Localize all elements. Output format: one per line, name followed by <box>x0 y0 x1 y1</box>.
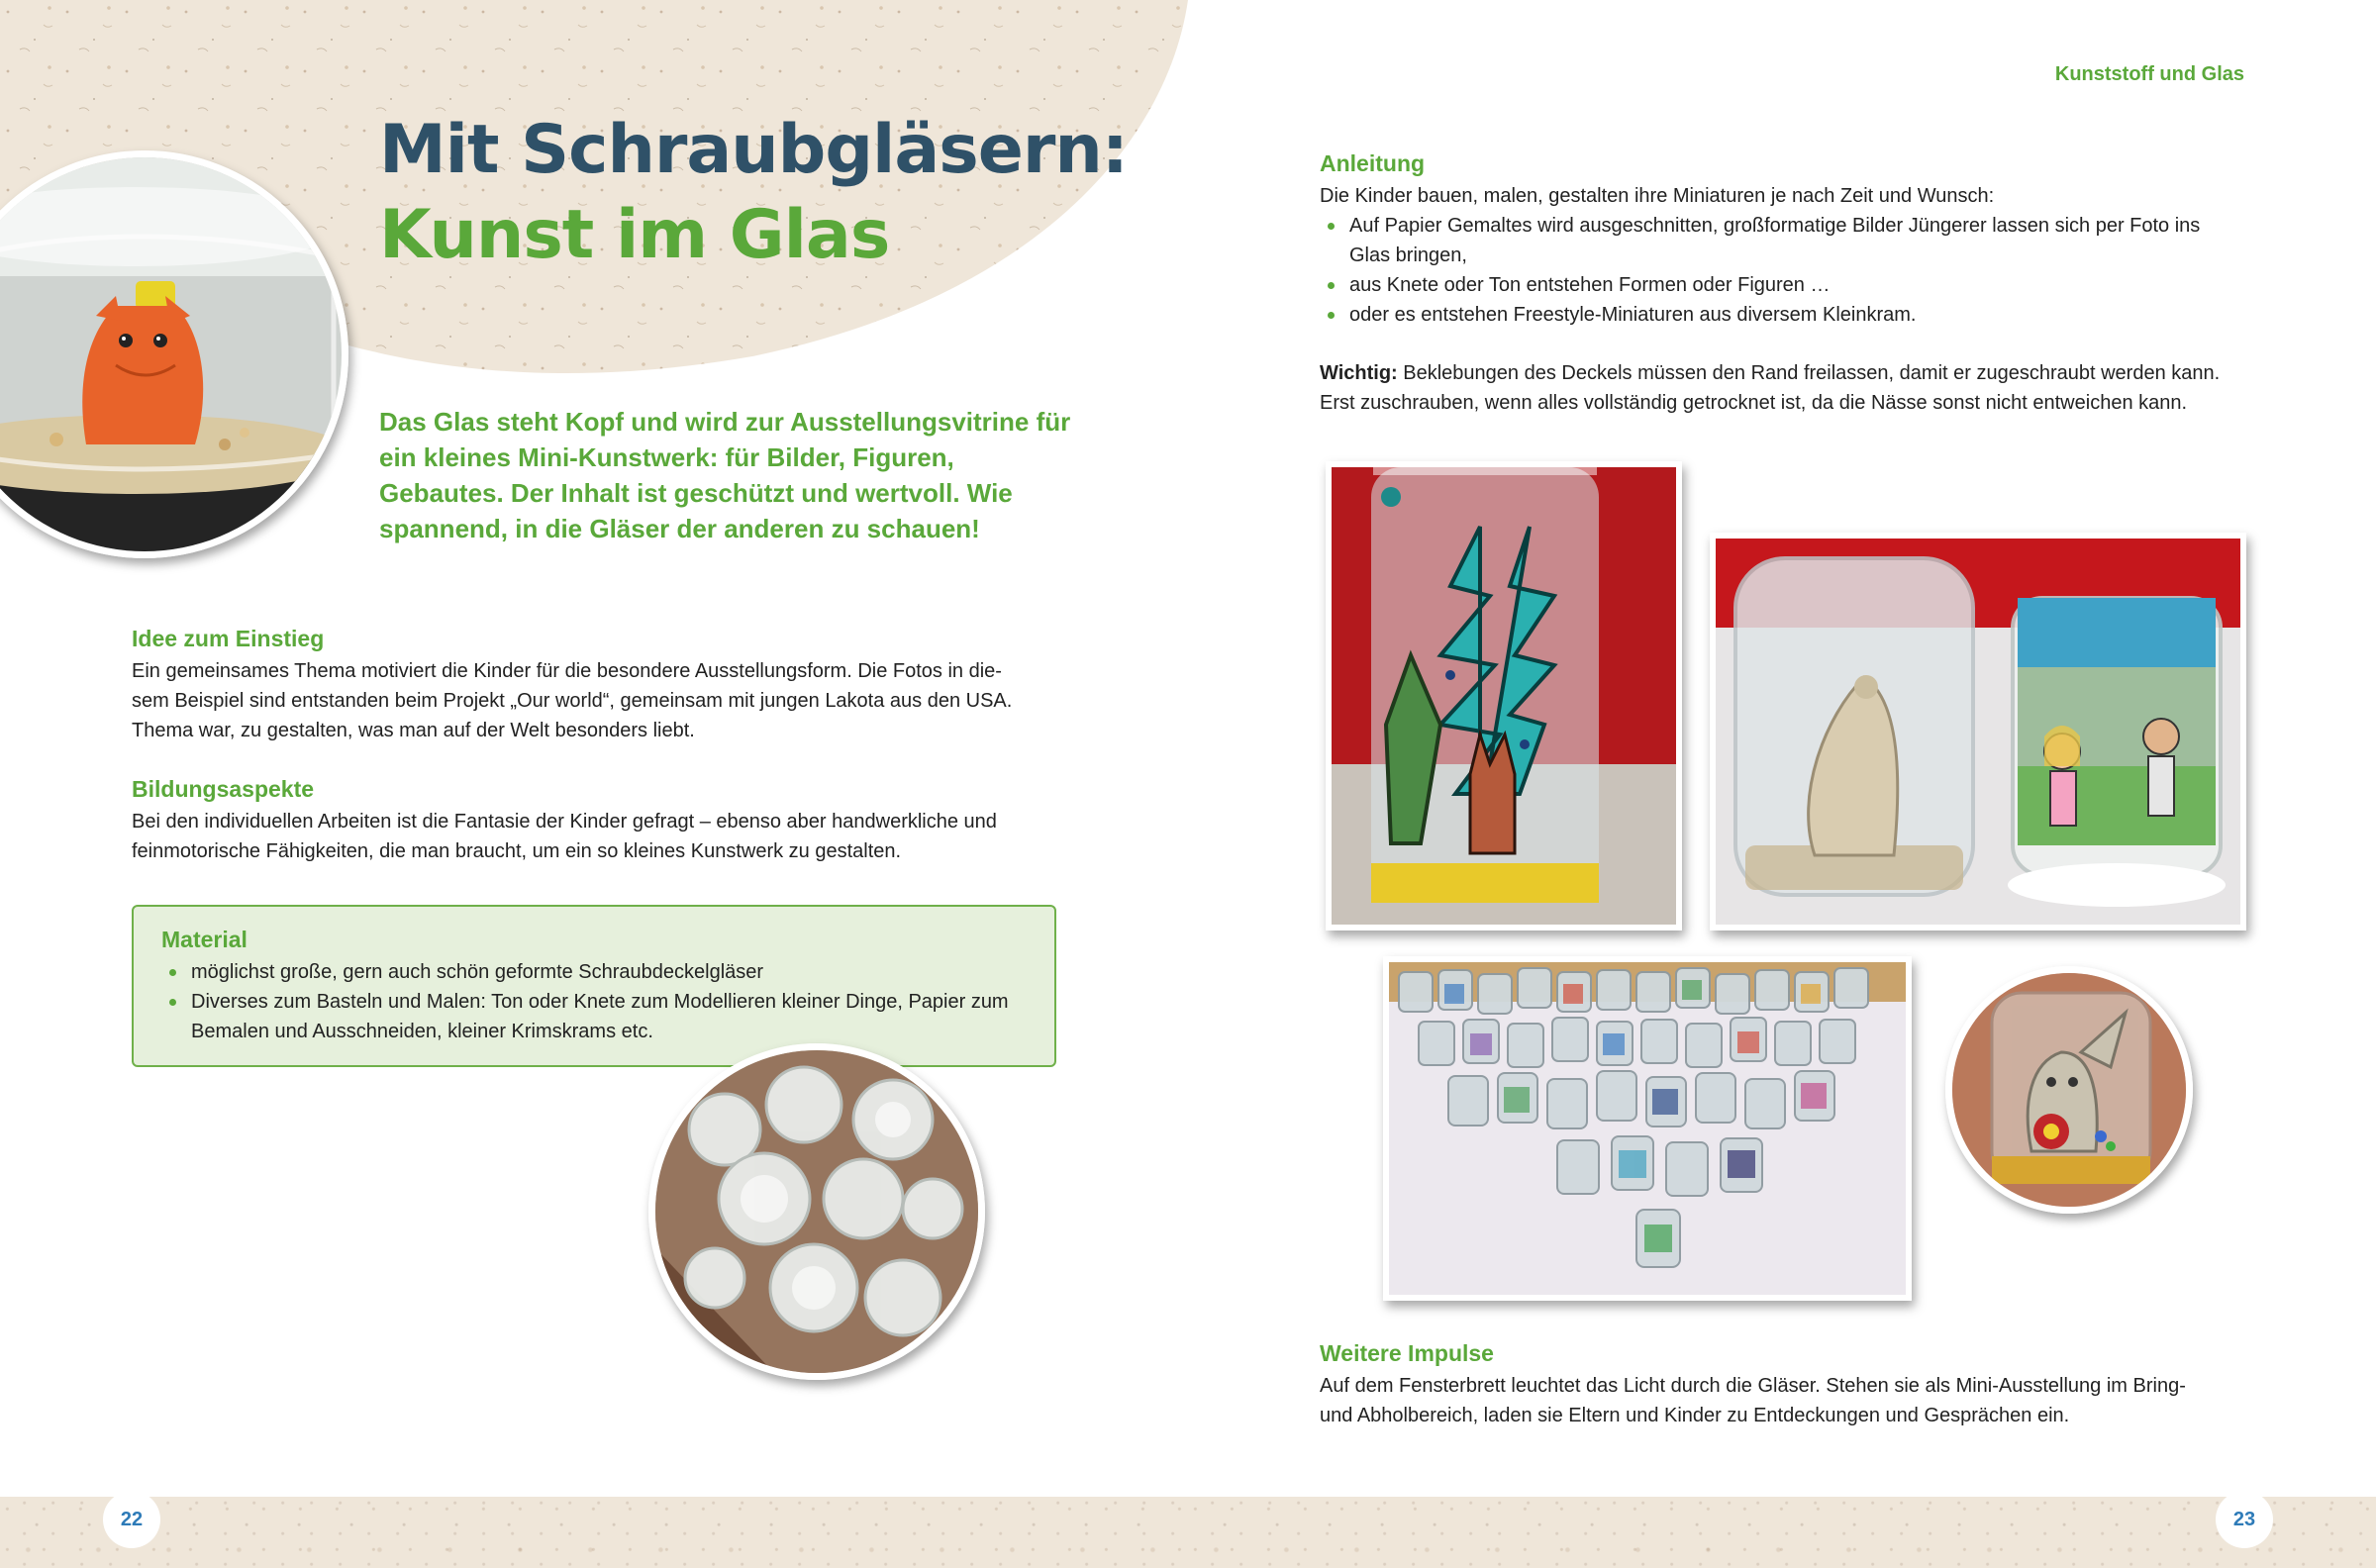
body-line: feinmotorische Fähigkeiten, die man braucht, um ein so kleines Kunstwerk zu gestalten. <box>132 840 902 862</box>
section-wichtig <box>1320 358 2260 418</box>
wichtig-text-line2: Erst zuschrauben, wenn alles vollständig getrocknet ist, da die Nässe sonst nicht entweichen kann. <box>1320 392 2188 414</box>
section-heading: Anleitung <box>1320 150 1426 176</box>
wichtig-label: Wichtig: <box>1320 362 1398 384</box>
photo-many-jars-table <box>1383 956 1912 1301</box>
section-idee <box>132 626 1056 745</box>
section-bildung <box>132 776 1056 866</box>
body-line: Auf dem Fensterbrett leuchtet das Licht durch die Gläser. Stehen sie als Mini-Ausstellung im Bring- <box>1320 1375 2186 1397</box>
photo-clay-figure-jar <box>1945 966 2193 1214</box>
page-number: 23 <box>2216 1491 2273 1548</box>
body-line: sem Beispiel sind entstanden beim Projekt „Our world“, gemeinsam mit jungen Lakota aus den USA. <box>132 690 1013 712</box>
list-item: oder es entstehen Freestyle-Miniaturen aus diversem Kleinkram. <box>1320 300 2244 330</box>
body-line: Thema war, zu gestalten, was man auf der Welt besonders liebt. <box>132 720 695 741</box>
page-number: 22 <box>103 1491 160 1548</box>
photo-two-jars <box>1710 533 2246 931</box>
intro-text: Das Glas steht Kopf und wird zur Ausstellungsvitrine für ein kleines Mini-Kunstwerk: für Bilder, Figuren, Gebautes. Der Inhalt ist geschützt und wertvoll. Wie spannend, in die Gläser der anderen zu schauen! <box>379 407 1071 543</box>
section-anleitung <box>1320 150 2244 330</box>
photo-cactus-jar <box>1326 461 1682 931</box>
right-page <box>1188 0 2376 1568</box>
page-title-line1: Mit Schraubgläsern: <box>379 111 1128 189</box>
footer-paper-strip <box>0 1497 1188 1568</box>
body-line: Ein gemeinsames Thema motiviert die Kinder für die besondere Ausstellungsform. Die Fotos in die- <box>132 660 1002 682</box>
list-item: Auf Papier Gemaltes wird ausgeschnitten, großformatige Bilder Jüngerer lassen sich per Foto ins Glas bringen, <box>1320 211 2244 270</box>
photo-empty-jars <box>648 1043 985 1380</box>
section-weitere <box>1320 1340 2260 1430</box>
page-title-line2: Kunst im Glas <box>379 196 890 274</box>
list-item: aus Knete oder Ton entstehen Formen oder Figuren … <box>1320 270 2244 300</box>
material-box <box>132 905 1056 1067</box>
anleitung-list <box>1320 211 2244 330</box>
list-item: Diverses zum Basteln und Malen: Ton oder Knete zum Modellieren kleiner Dinge, Papier zum Bemalen und Ausschneiden, kleiner Krimskrams etc. <box>161 987 1027 1046</box>
section-heading: Bildungsaspekte <box>132 776 315 802</box>
anleitung-intro: Die Kinder bauen, malen, gestalten ihre Miniaturen je nach Zeit und Wunsch: <box>1320 185 1995 207</box>
running-head: Kunststoff und Glas <box>2054 63 2244 85</box>
body-line: Bei den individuellen Arbeiten ist die Fantasie der Kinder gefragt – ebenso aber handwerkliche und <box>132 811 997 833</box>
section-heading: Idee zum Einstieg <box>132 626 325 651</box>
footer-paper-strip <box>1188 1497 2376 1568</box>
section-heading: Weitere Impulse <box>1320 1340 1494 1366</box>
body-line: und Abholbereich, laden sie Eltern und Kinder zu Entdeckungen und Gesprächen ein. <box>1320 1405 2070 1426</box>
section-heading: Material <box>161 927 248 952</box>
material-list <box>161 957 1027 1046</box>
wichtig-text: Beklebungen des Deckels müssen den Rand freilassen, damit er zugeschraubt werden kann. <box>1397 362 2221 384</box>
list-item: möglichst große, gern auch schön geformte Schraubdeckelgläser <box>161 957 1027 987</box>
